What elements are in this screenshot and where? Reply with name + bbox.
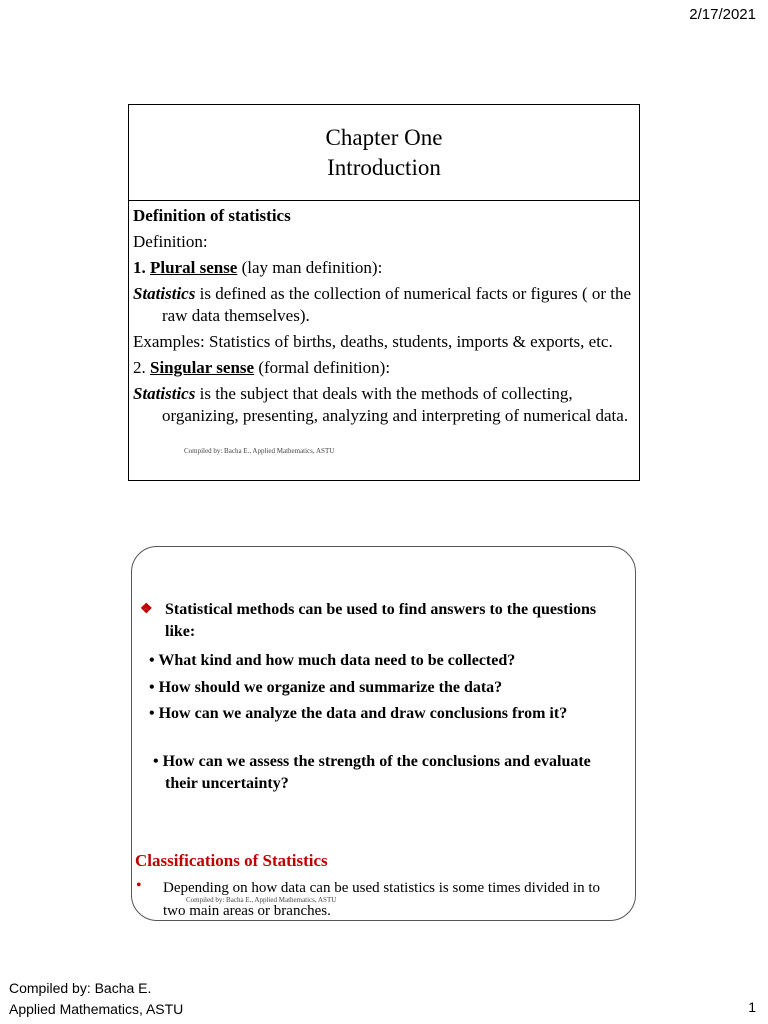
bullet-icon: •	[153, 753, 159, 770]
question-text: How can we assess the strength of the conclusions and evaluate their uncertainty?	[162, 753, 591, 792]
page-footer	[9, 978, 183, 1020]
question-item	[149, 650, 619, 672]
question-text: What kind and how much data need to be collected?	[158, 652, 516, 669]
plural-sense-line	[133, 257, 635, 279]
singular-sense-line	[133, 357, 635, 379]
footer-author: Compiled by: Bacha E.	[9, 980, 152, 996]
footer-department: Applied Mathematics, ASTU	[9, 1001, 184, 1017]
singular-term: Singular sense	[150, 358, 255, 377]
statistics-term: Statistics	[133, 384, 196, 403]
bullet-icon: •	[149, 652, 155, 669]
page-number: 1	[748, 999, 756, 1015]
question-item	[149, 703, 619, 725]
singular-definition-text: is the subject that deals with the methods of collecting, organizing, presenting, analyzing and interpreting of numerical data.	[162, 384, 629, 425]
intro-bullet	[136, 599, 606, 643]
singular-definition	[133, 383, 635, 427]
plural-number: 1.	[133, 258, 146, 277]
classifications-description: Depending on how data can be used statistics is some times divided in to two main areas or branches.	[163, 880, 601, 919]
question-text: How should we organize and summarize the data?	[158, 679, 503, 696]
slide-1	[128, 104, 640, 481]
slide-1-title	[129, 105, 639, 201]
singular-description: (formal definition):	[258, 358, 391, 377]
slide-1-body	[129, 201, 639, 427]
question-item	[149, 677, 619, 699]
classifications-heading: Classifications of Statistics	[135, 851, 328, 870]
bullet-icon: •	[149, 679, 155, 696]
plural-description: (lay man definition):	[241, 258, 383, 277]
diamond-bullet-icon: ❖	[140, 602, 153, 617]
plural-term: Plural sense	[150, 258, 238, 277]
examples: Examples: Statistics of births, deaths, students, imports & exports, etc.	[133, 332, 613, 351]
definition-label: Definition:	[133, 232, 208, 251]
statistics-term: Statistics	[133, 284, 196, 303]
singular-number: 2.	[133, 358, 146, 377]
slide-1-footer: Compiled by: Bacha E., Applied Mathematics, ASTU	[184, 447, 335, 455]
definition-heading: Definition of statistics	[133, 206, 291, 225]
plural-definition	[133, 283, 635, 327]
chapter-title: Chapter One	[325, 124, 443, 150]
chapter-subtitle: Introduction	[327, 154, 441, 180]
bullet-icon: •	[136, 877, 142, 894]
question-text: How can we analyze the data and draw conclusions from it?	[158, 705, 568, 722]
slide-2-footer: Compiled by: Bacha E., Applied Mathematics, ASTU	[186, 896, 337, 904]
page-date: 2/17/2021	[689, 6, 756, 23]
plural-definition-text: is defined as the collection of numerical facts or figures ( or the raw data themselves).	[162, 284, 632, 325]
slide-2	[131, 546, 636, 921]
intro-text: Statistical methods can be used to find answers to the questions like:	[165, 601, 597, 640]
bullet-icon: •	[149, 705, 155, 722]
question-item	[153, 751, 623, 795]
